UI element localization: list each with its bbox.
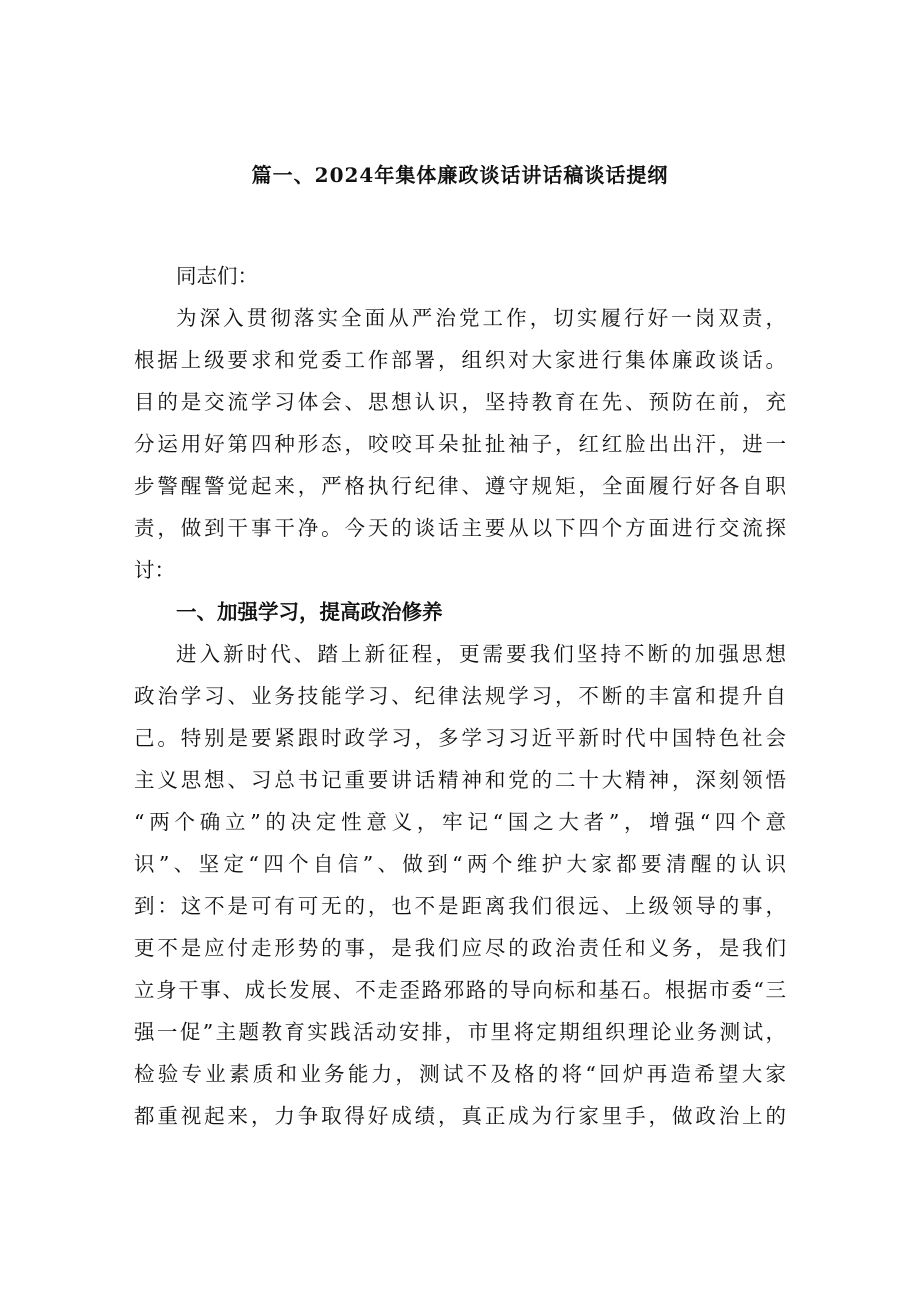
- text-line: 同志们：: [176, 264, 258, 288]
- text-line: 步警醒警觉起来，严格执行纪律、遵守规矩，全面履行好各自职: [134, 474, 786, 498]
- text-line: 政治学习、业务技能学习、纪律法规学习，不断的丰富和提升自: [134, 684, 786, 708]
- text-line: 识”、坚定“四个自信”、做到“两个维护大家都要清醒的认识: [134, 852, 786, 876]
- text-line: 主义思想、习总书记重要讲话精神和党的二十大精神，深刻领悟: [134, 768, 786, 792]
- text-line: 分运用好第四种形态，咬咬耳朵扯扯袖子，红红脸出出汗，进一: [134, 432, 786, 456]
- text-line: “两个确立”的决定性意义，牢记“国之大者”，增强“四个意: [134, 810, 786, 834]
- text-line: 为深入贯彻落实全面从严治党工作，切实履行好一岗双责，: [176, 306, 786, 330]
- text-line: 进入新时代、踏上新征程，更需要我们坚持不断的加强思想: [176, 642, 786, 666]
- document-title: 篇一、2024年集体廉政谈话讲话稿谈话提纲: [251, 163, 669, 187]
- text-line: 更不是应付走形势的事，是我们应尽的政治责任和义务，是我们: [134, 936, 786, 960]
- text-line: 目的是交流学习体会、思想认识，坚持教育在先、预防在前，充: [134, 390, 786, 414]
- text-line: 检验专业素质和业务能力，测试不及格的将“回炉再造希望大家: [134, 1062, 786, 1086]
- text-line: 责，做到干事干净。今天的谈话主要从以下四个方面进行交流探: [134, 516, 786, 540]
- text-line: 强一促”主题教育实践活动安排，市里将定期组织理论业务测试，: [134, 1020, 786, 1044]
- section-heading: 一、加强学习，提高政治修养: [176, 600, 443, 624]
- text-line: 讨：: [134, 558, 175, 582]
- text-line: 到：这不是可有可无的，也不是距离我们很远、上级领导的事，: [134, 894, 786, 918]
- document-body: [134, 255, 786, 1137]
- text-line: 根据上级要求和党委工作部署，组织对大家进行集体廉政谈话。: [134, 348, 786, 372]
- text-line: 都重视起来，力争取得好成绩，真正成为行家里手，做政治上的: [134, 1104, 786, 1128]
- text-line: 立身干事、成长发展、不走歪路邪路的导向标和基石。根据市委“三: [134, 978, 786, 1002]
- text-line: 己。特别是要紧跟时政学习，多学习习近平新时代中国特色社会: [134, 726, 786, 750]
